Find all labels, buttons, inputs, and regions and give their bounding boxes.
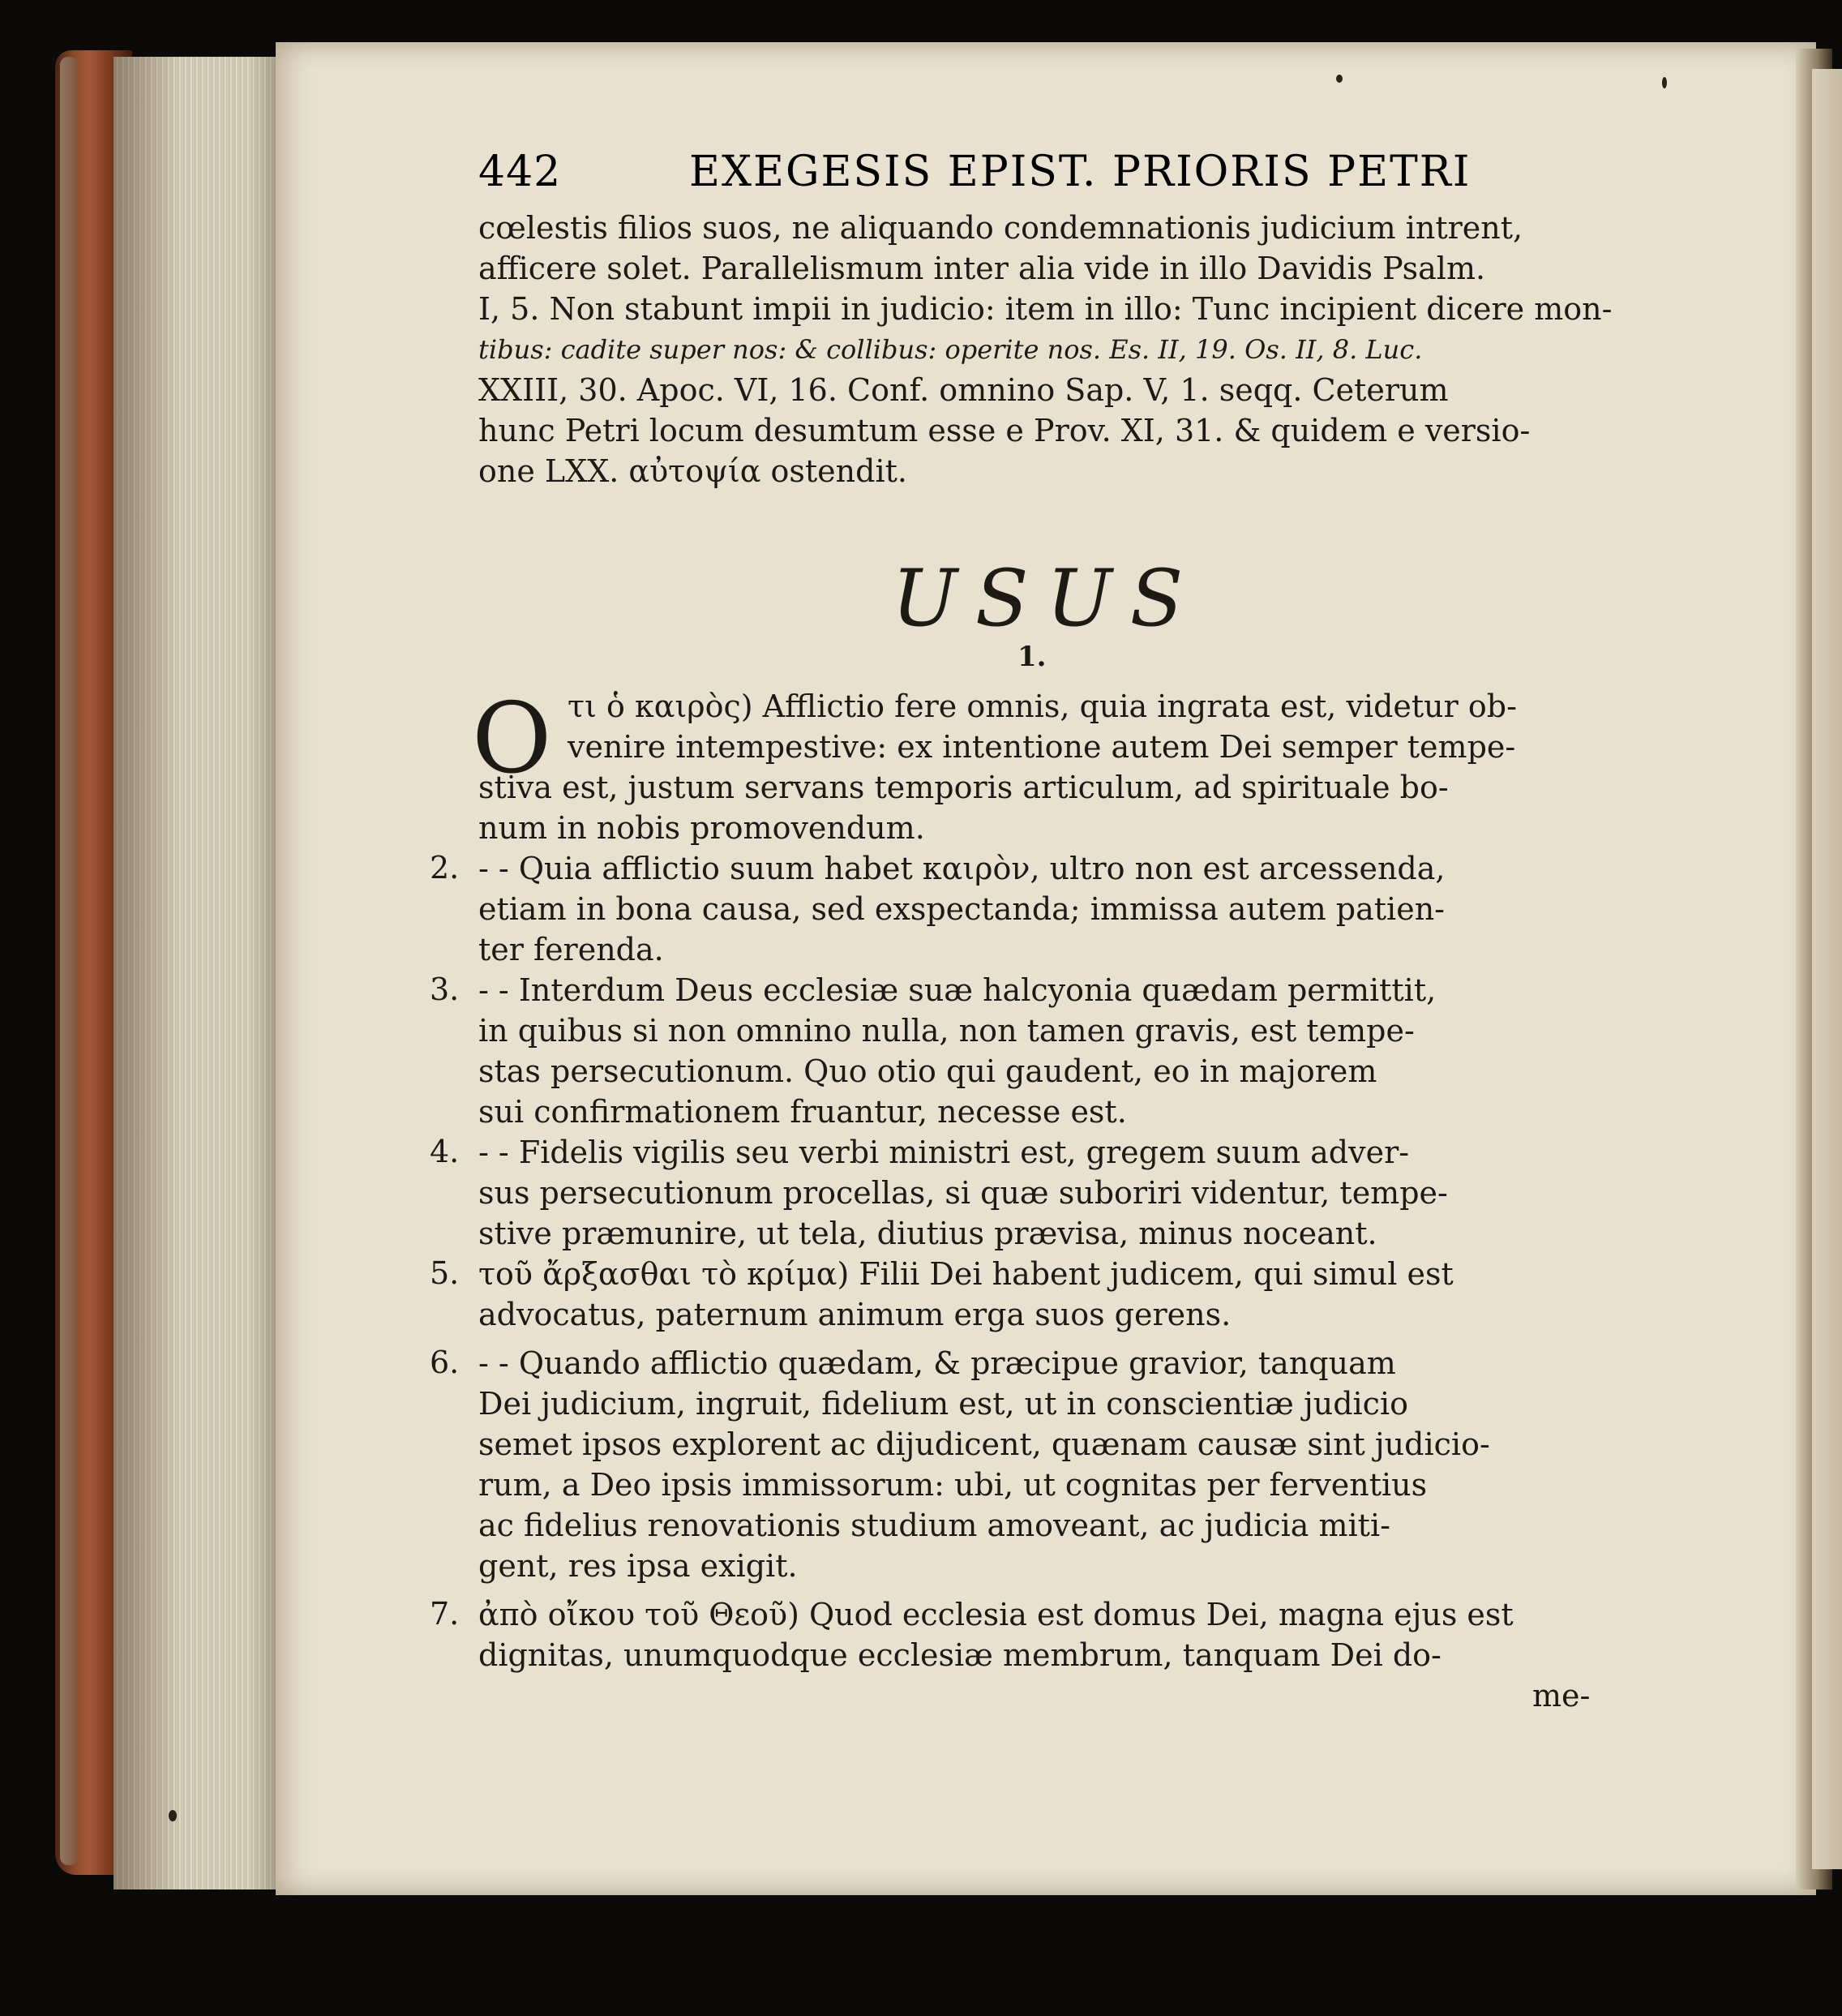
usus-line: - - Fidelis vigilis seu verbi ministri est, gregem suum adver-	[478, 1135, 1410, 1170]
usus-line: stive præmunire, ut tela, diutius prævisa, minus noceant.	[478, 1216, 1377, 1251]
intro-line: I, 5. Non stabunt impii in judicio: item in illo: Tunc incipient dicere mon-	[478, 291, 1613, 327]
usus-line: stiva est, justum servans temporis articulum, ad spirituale bo-	[478, 770, 1449, 805]
ink-spot	[169, 1810, 177, 1821]
intro-line: cœlestis filios suos, ne aliquando condemnationis judicium intrent,	[478, 210, 1523, 246]
cover-edge	[60, 57, 78, 1865]
usus-line: advocatus, paternum animum erga suos gerens.	[478, 1297, 1232, 1332]
usus-number: 5.	[430, 1255, 460, 1291]
page-number: 442	[478, 148, 562, 196]
usus-number: 3.	[430, 972, 460, 1007]
dropcap-initial: O	[472, 683, 552, 796]
usus-line: Dei judicium, ingruit, fidelium est, ut in conscientiæ judicio	[478, 1386, 1408, 1422]
usus-line: semet ipsos explorent ac dijudicent, quænam causæ sint judicio-	[478, 1426, 1490, 1462]
usus-line: sus persecutionum procellas, si quæ suboriri videntur, tempe-	[478, 1175, 1448, 1211]
intro-line: one LXX. αὐτοψία ostendit.	[478, 453, 907, 489]
ink-spot	[1662, 77, 1667, 88]
usus-number: 6.	[430, 1345, 460, 1380]
usus-line: num in nobis promovendum.	[478, 810, 925, 846]
usus-line: - - Interdum Deus ecclesiæ suæ halcyonia quædam permittit,	[478, 972, 1437, 1008]
usus-line: gent, res ipsa exigit.	[478, 1548, 798, 1584]
usus-line: sui confirmationem fruantur, necesse est.	[478, 1094, 1127, 1130]
usus-line: venire intempestive: ex intentione autem Dei semper tempe-	[568, 729, 1516, 765]
usus-number: 7.	[430, 1596, 460, 1632]
usus-line: τι ὁ καιρὸς) Afflictio fere omnis, quia ingrata est, videtur ob-	[568, 688, 1517, 724]
usus-line: dignitas, unumquodque ecclesiæ membrum, tanquam Dei do-	[478, 1637, 1441, 1673]
usus-line: stas persecutionum. Quo otio qui gaudent, eo in majorem	[478, 1053, 1377, 1089]
usus-line: ἀπὸ οἴκου τοῦ Θεοῦ) Quod ecclesia est domus Dei, magna ejus est	[478, 1597, 1514, 1632]
facing-page-edge	[1812, 69, 1842, 1869]
usus-line: rum, a Deo ipsis immissorum: ubi, ut cognitas per ferventius	[478, 1467, 1428, 1503]
usus-line: in quibus si non omnino nulla, non tamen gravis, est tempe-	[478, 1013, 1415, 1049]
usus-line: etiam in bona causa, sed exspectanda; immissa autem patien-	[478, 891, 1446, 927]
usus-number: 2.	[430, 850, 460, 886]
usus-line: ter ferenda.	[478, 932, 664, 967]
intro-line: hunc Petri locum desumtum esse e Prov. XI, 31. & quidem e versio-	[478, 413, 1531, 448]
page-header	[478, 148, 1597, 206]
section-heading: USUS	[892, 553, 1202, 644]
section-number: 1.	[1017, 641, 1047, 673]
intro-line: tibus: cadite super nos: & collibus: operite nos. Es. II, 19. Os. II, 8. Luc.	[478, 334, 1423, 365]
usus-line: τοῦ ἄρξασθαι τὸ κρίμα) Filii Dei habent judicem, qui simul est	[478, 1256, 1454, 1292]
usus-line: ac fidelius renovationis studium amoveant, ac judicia miti-	[478, 1508, 1390, 1543]
intro-line: afficere solet. Parallelismum inter alia vide in illo Davidis Psalm.	[478, 251, 1486, 286]
usus-number: 4.	[430, 1134, 460, 1169]
ink-spot	[1336, 75, 1343, 83]
usus-line: - - Quando afflictio quædam, & præcipue gravior, tanquam	[478, 1345, 1396, 1381]
usus-line: - - Quia afflictio suum habet καιρὸν, ultro non est arcessenda,	[478, 851, 1446, 886]
intro-line: XXIII, 30. Apoc. VI, 16. Conf. omnino Sap. V, 1. seqq. Ceterum	[478, 372, 1449, 408]
page-stack-shadow	[114, 57, 284, 1889]
catchword: me-	[1532, 1678, 1591, 1714]
running-title: EXEGESIS EPIST. PRIORIS PETRI	[689, 148, 1471, 196]
